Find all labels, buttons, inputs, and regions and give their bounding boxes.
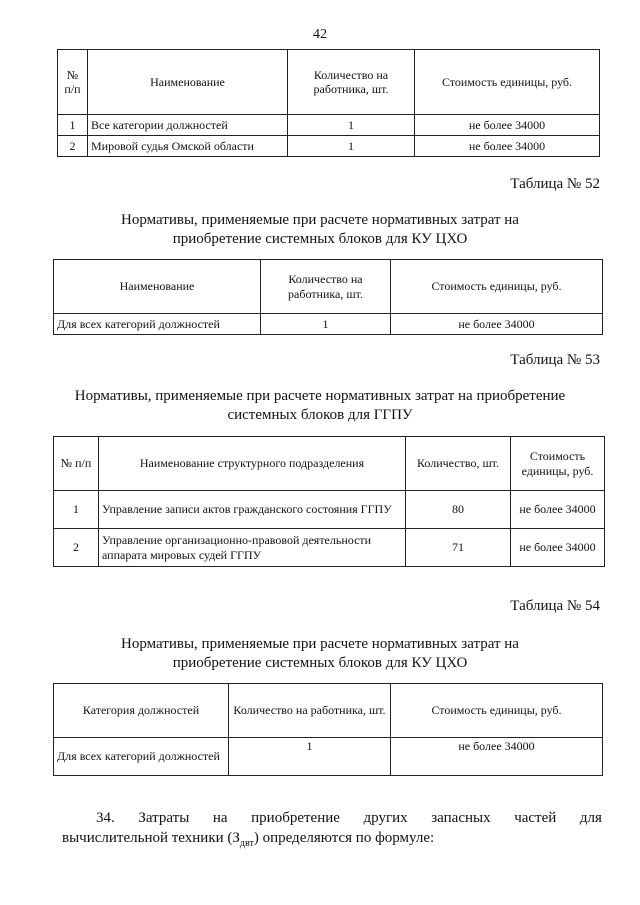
table-header: Стоимость единицы, руб. bbox=[415, 50, 600, 115]
page-number: 42 bbox=[313, 27, 327, 42]
table-row bbox=[58, 115, 600, 136]
table-cell: Для всех категорий должностей bbox=[54, 738, 229, 776]
table-header: Наименование структурного подразделения bbox=[99, 437, 406, 491]
table-cell: не более 34000 bbox=[511, 491, 605, 529]
paragraph-word: для bbox=[579, 810, 602, 826]
paragraph-34 bbox=[62, 808, 602, 854]
table-cell: 1 bbox=[229, 738, 391, 776]
paragraph-line bbox=[62, 808, 602, 828]
table-heading: системных блоков для ГГПУ bbox=[227, 407, 413, 423]
table-caption: Таблица № 52 bbox=[510, 176, 600, 192]
table-heading: Нормативы, применяемые при расчете нормативных затрат на bbox=[121, 636, 519, 652]
table-54 bbox=[53, 683, 603, 776]
table-row bbox=[54, 491, 605, 529]
table-52 bbox=[53, 259, 603, 335]
table-heading: приобретение системных блоков для КУ ЦХО bbox=[172, 231, 468, 247]
table-cell: не более 34000 bbox=[415, 115, 600, 136]
paragraph-word: запасных bbox=[431, 810, 491, 826]
table-cell: Все категории должностей bbox=[88, 115, 288, 136]
table-header: № п/п bbox=[58, 50, 88, 115]
table-header: № п/п bbox=[54, 437, 99, 491]
table-cell: 71 bbox=[406, 529, 511, 567]
table-cell: 1 bbox=[261, 314, 391, 335]
paragraph-text: вычислительной техники (З bbox=[62, 830, 240, 846]
table-cell: не более 34000 bbox=[415, 136, 600, 157]
table-heading: приобретение системных блоков для КУ ЦХО bbox=[172, 655, 468, 671]
table-row bbox=[58, 136, 600, 157]
paragraph-word: приобретение bbox=[251, 810, 340, 826]
paragraph-word: на bbox=[212, 810, 228, 826]
paragraph-word: Затраты bbox=[138, 810, 190, 826]
paragraph-word: частей bbox=[514, 810, 557, 826]
table-header: Наименование bbox=[54, 260, 261, 314]
table-header: Категория должностей bbox=[54, 684, 229, 738]
table-heading: Нормативы, применяемые при расчете нормативных затрат на приобретение bbox=[74, 388, 566, 404]
table-header: Количество на работника, шт. bbox=[261, 260, 391, 314]
table-53 bbox=[53, 436, 605, 567]
table-caption: Таблица № 53 bbox=[510, 352, 600, 368]
table-cell: 1 bbox=[54, 491, 99, 529]
paragraph-line bbox=[62, 828, 602, 854]
table-header: Стоимость единицы, руб. bbox=[391, 684, 603, 738]
table-header: Стоимость единицы, руб. bbox=[391, 260, 603, 314]
table-header: Стоимость единицы, руб. bbox=[511, 437, 605, 491]
table-cell: Мировой судья Омской области bbox=[88, 136, 288, 157]
table-cell: Для всех категорий должностей bbox=[54, 314, 261, 335]
table-cell: Управление организационно-правовой деятельности аппарата мировых судей ГГПУ bbox=[99, 529, 406, 567]
paragraph-word: 34. bbox=[96, 810, 115, 826]
table-cell: не более 34000 bbox=[391, 738, 603, 776]
table-mirovye-sudi bbox=[57, 49, 600, 157]
table-cell: Управление записи актов гражданского состояния ГГПУ bbox=[99, 491, 406, 529]
table-cell: 80 bbox=[406, 491, 511, 529]
table-cell: 1 bbox=[58, 115, 88, 136]
table-cell: 1 bbox=[288, 115, 415, 136]
table-header: Количество, шт. bbox=[406, 437, 511, 491]
table-row bbox=[54, 529, 605, 567]
table-cell: не более 34000 bbox=[391, 314, 603, 335]
table-cell: не более 34000 bbox=[511, 529, 605, 567]
table-cell: 2 bbox=[58, 136, 88, 157]
table-caption: Таблица № 54 bbox=[510, 598, 600, 614]
formula-subscript: двт bbox=[239, 838, 254, 849]
table-heading: Нормативы, применяемые при расчете нормативных затрат на bbox=[121, 212, 519, 228]
table-row bbox=[54, 314, 603, 335]
table-cell: 1 bbox=[288, 136, 415, 157]
paragraph-text: ) определяются по формуле: bbox=[253, 830, 435, 846]
paragraph-word: других bbox=[363, 810, 408, 826]
table-header: Количество на работника, шт. bbox=[229, 684, 391, 738]
table-cell: 2 bbox=[54, 529, 99, 567]
table-header: Количество на работника, шт. bbox=[288, 50, 415, 115]
table-row bbox=[54, 738, 603, 776]
table-header: Наименование bbox=[88, 50, 288, 115]
